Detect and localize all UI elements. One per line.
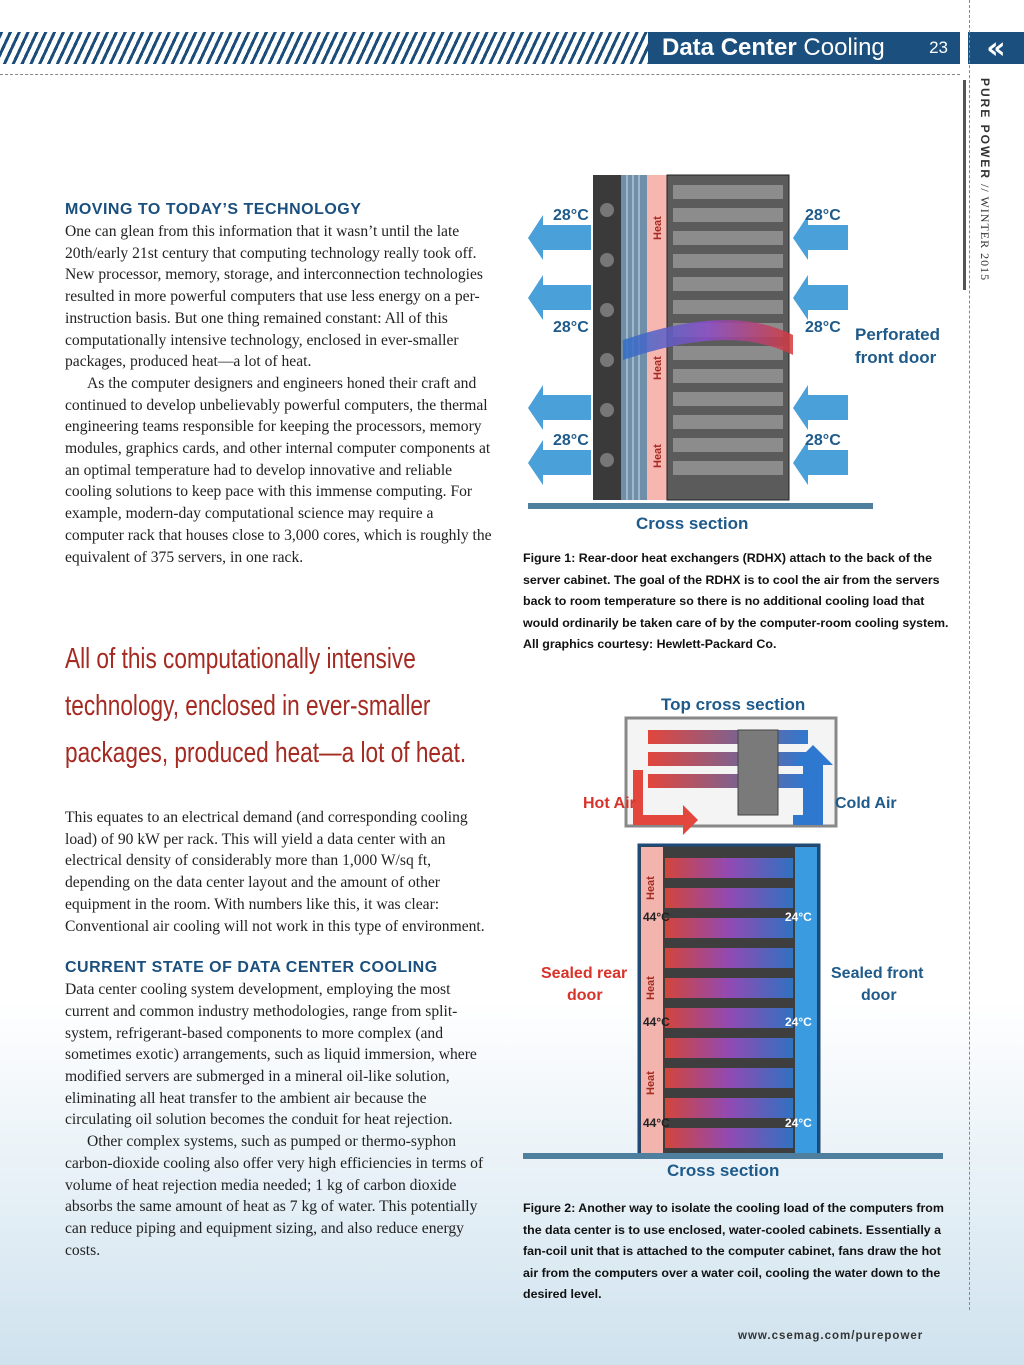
floor-base	[528, 503, 873, 509]
sidebar-rule	[963, 80, 966, 290]
sealed-front-door-label-1: Sealed front	[831, 965, 924, 982]
heat-label: Heat	[645, 976, 657, 1000]
front-cold-strip	[795, 847, 817, 1155]
paragraph: This equates to an electrical demand (and corresponding cooling load) of 90 kW per rack. This will yield a data center with an electrical density of considerably more than 1,000 W/sq ft, depending on the data center layout and the amount of other equipment in the room. With numbers like this, it was clear: Conventional air cooling will not work in this type of environment.	[65, 809, 485, 935]
sealed-rear-door-label-2: door	[567, 987, 603, 1004]
chevron-left-icon: «	[968, 32, 1024, 64]
cross-section-label: Cross section	[667, 1161, 780, 1180]
fan-column	[593, 175, 621, 500]
paragraph: Other complex systems, such as pumped or thermo-syphon carbon-dioxide cooling also offer very high efficiencies in terms of volume of heat rejection media needed; 1 kg of carbon dioxide absorbs the same amount of heat as 7 kg of water. This potentially can reduce piping and equipment sizing, and also reduce energy costs.	[65, 1133, 484, 1259]
sidebar-issue-label: PURE POWER // WINTER 2015	[978, 78, 992, 282]
heat-label: Heat	[652, 444, 664, 468]
paragraph: One can glean from this information that it wasn’t until the late 20th/early 21st century that computing technology really took off. New processor, memory, storage, and interconnection technologies resulted in more powerful computers that use less energy on a per-instruction basis. But one thing remained constant: All of this computationally intensive technology, enclosed in ever-smaller packages, produced heat—a lot of heat.	[65, 223, 483, 371]
heat-label: Heat	[645, 1071, 657, 1095]
heat-label: Heat	[652, 356, 664, 380]
temp-label: 28°C	[805, 207, 841, 224]
article-column-bottom	[65, 807, 493, 1261]
temp-label: 28°C	[805, 319, 841, 336]
header-divider	[0, 74, 960, 75]
margin-divider	[969, 0, 970, 1310]
temp-hot-label: 44°C	[643, 1116, 670, 1130]
temp-cold-label: 24°C	[785, 910, 812, 924]
temp-hot-label: 44°C	[643, 1015, 670, 1029]
temp-label: 28°C	[553, 319, 589, 336]
temp-hot-label: 44°C	[643, 910, 670, 924]
temp-label: 28°C	[553, 432, 589, 449]
figure1-rdhx-diagram	[523, 170, 953, 540]
cold-air-label: Cold Air	[835, 795, 897, 812]
article-column-top	[65, 199, 493, 568]
heat-label: Heat	[652, 216, 664, 240]
footer-url: www.csemag.com/purepower	[738, 1330, 924, 1342]
cross-section-label: Cross section	[636, 514, 749, 533]
temp-label: 28°C	[805, 432, 841, 449]
paragraph: As the computer designers and engineers honed their craft and continued to develop unbelievably powerful computers, the thermal engineering teams responsible for keeping the processors, memory modules, graphics cards, and other internal computer components at an optimal temperature had to develop innovative and reliable cooling solutions to keep pace with this immense computing. For example, modern-day computational science may require a computer rack that houses close to 3,000 cores, which is roughly the equivalent of 375 servers, in one rack.	[65, 374, 492, 566]
pull-quote: All of this computationally intensive technology, enclosed in ever-smaller packages, produced heat—a lot of heat.	[65, 643, 467, 769]
section-title: Data Center Cooling	[662, 34, 885, 61]
floor-base	[523, 1153, 943, 1159]
temp-cold-label: 24°C	[785, 1015, 812, 1029]
perforated-door-label-1: Perforated	[855, 325, 941, 344]
sealed-rear-door-label-1: Sealed rear	[541, 965, 628, 982]
section-heading-current: CURRENT STATE OF DATA CENTER COOLING	[65, 959, 438, 977]
section-heading-today: MOVING TO TODAY’S TECHNOLOGY	[65, 201, 362, 218]
perforated-door-label-2: front door	[855, 348, 937, 367]
fan-coil-unit	[738, 730, 778, 815]
section-header	[648, 32, 960, 64]
sealed-front-door-label-2: door	[861, 987, 897, 1004]
top-cross-section-label: Top cross section	[661, 695, 806, 714]
hot-air-label: Hot Air	[583, 795, 636, 812]
figure1-caption: Figure 1: Rear-door heat exchangers (RDHX) attach to the back of the server cabinet. The goal of the RDHX is to cool the air from the servers back to room temperature so there is no additional cooling load that would ordinarily be taken care of by the computer-room cooling system. All graphics courtesy: Hewlett-Packard Co.	[523, 551, 949, 652]
figure2-caption: Figure 2: Another way to isolate the cooling load of the computers from the data center is to use enclosed, water-cooled cabinets. Essentially a fan-coil unit that is attached to the computer cabinet, fans draw the hot air from the computers over a water coil, cooling the water down to the desired level.	[523, 1201, 944, 1302]
temp-cold-label: 24°C	[785, 1116, 812, 1130]
temp-label: 28°C	[553, 207, 589, 224]
paragraph: Data center cooling system development, employing the most current and common industry methodologies, range from split-system, refrigerant-based components to more complex (and sometimes exotic) arrangements, such as liquid immersion, where modified servers are submerged in a mineral oil-like solution, eliminating all heat transfer to the ambient air because the circulating oil solution becomes the conduit for heat rejection.	[65, 981, 477, 1129]
heat-label: Heat	[645, 876, 657, 900]
page-number: 23	[929, 38, 948, 57]
figure2-enclosed-cabinet-diagram	[523, 690, 953, 1190]
